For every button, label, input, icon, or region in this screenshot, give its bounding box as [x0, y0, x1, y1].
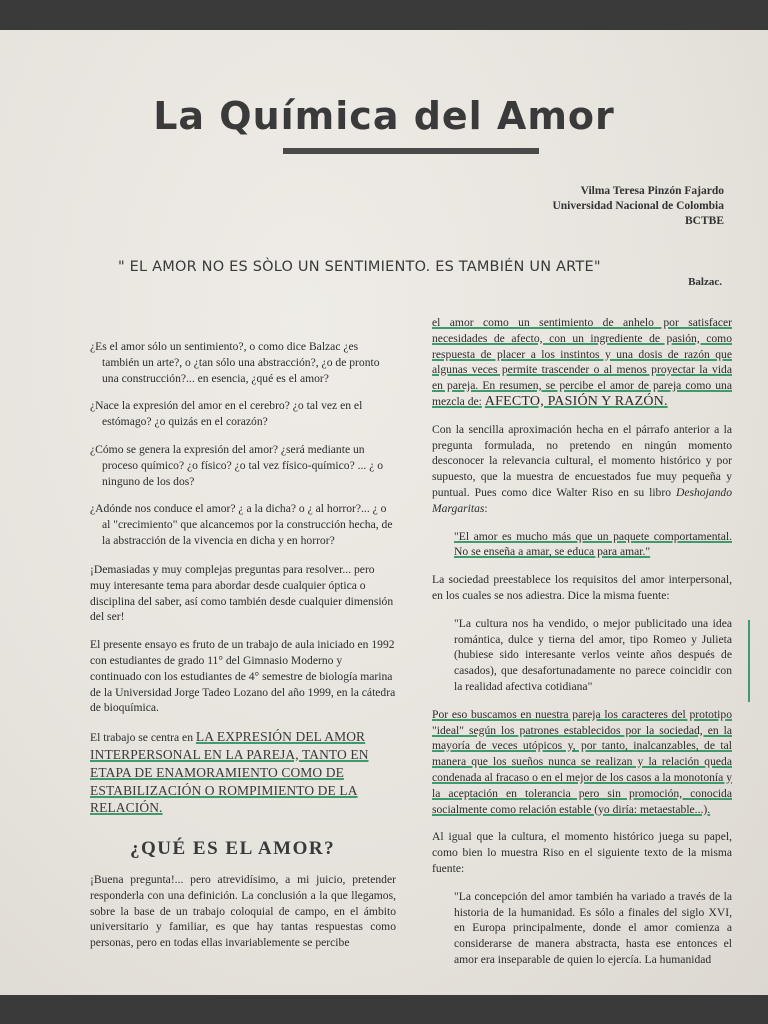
quote-riso-2: "La cultura nos ha vendido, o mejor publicitado una idea romántica, dulce y tierna del amor, tipo Romeo y Julieta (hubiese sido interesante verlos veinte años después de casados), que desafortunadamente no parece coincidir con la realidad afectiva cotidiana": [454, 616, 732, 693]
page-title: La Química del Amor: [153, 94, 615, 138]
paragraph-society: La sociedad preestablece los requisitos del amor interpersonal, en los cuales se nos adiestra. Dice la misma fuente:: [432, 573, 732, 602]
perception-text: el amor como un sentimiento de anhelo por satisfacer necesidades de afecto, con un ingrediente de pasión, como respuesta de placer a los instintos y una dosis de razón que algunas veces permite trascender o al menos proyectar la vida en pareja. En resumen, se percibe el amor de pareja como una mezcla de:: [432, 316, 732, 408]
author-institution: Universidad Nacional de Colombia: [552, 200, 724, 212]
title-underline: [283, 148, 539, 154]
book-title: Deshojando Margaritas: [432, 485, 732, 515]
author-block: [552, 184, 724, 229]
left-column-section: [90, 872, 396, 963]
document-page: [0, 30, 768, 995]
question-2: ¿Nace la expresión del amor en el cerebro? ¿o tal vez en el estómago? ¿o quizás en el corazón?: [90, 399, 363, 429]
question-3: ¿Cómo se genera la expresión del amor? ¿será mediante un proceso químico? ¿o físico? ¿o tal vez físico-químico? ... ¿ o ninguno de los dos?: [90, 442, 384, 488]
section-heading: ¿QUÉ ES EL AMOR?: [130, 838, 336, 859]
author-name: Vilma Teresa Pinzón Fajardo: [580, 185, 724, 197]
paragraph-focus-prefix: El trabajo se centra en: [90, 731, 194, 745]
approach-text: Con la sencilla aproximación hecha en el párrafo anterior a la pregunta formulada, no pretendo en ningún momento desconocer la relevancia cultural, el momento histórico y por supuesto, que la muestra de encuestados fue muy pequeña y puntual. Pues como dice Walter Riso en su libro: [432, 422, 732, 499]
approach-suffix: :: [484, 501, 488, 515]
paragraph-perception: [432, 315, 732, 410]
paragraph-intro: ¡Demasiadas y muy complejas preguntas para resolver... pero muy interesante tema para abordar desde cualquier óptica o disciplina del saber, así como también desde cualquier dimensión del ser!: [90, 563, 394, 624]
quote-riso-3: "La concepción del amor también ha variado a través de la historia de la humanidad. Es sólo a finales del siglo XVI, en Europa principalmente, donde el amor comienza a considerarse de manera abstracta, hasta ese entonces el amor era inseparable de quien lo ejercía. La humanidad: [454, 889, 732, 966]
focus-highlight: LA EXPRESIÓN DEL AMOR INTERPERSONAL EN LA PAREJA, TANTO EN ETAPA DE ENAMORAMIENTO COMO DE ESTABILIZACIÓN O ROMPIMIENTO DE LA RELACIÓN.: [90, 729, 369, 816]
paragraph-prototype: Por eso buscamos en nuestra pareja los caracteres del prototipo "ideal" según los patrones establecidos por la sociedad, en la mayoría de veces utópicos y, por tanto, inalcanzables, de tal manera que los sueños nunca se realizan y la relación queda condenada al fracaso o en el mejor de los casos a la monotonía y la aceptación en tolerancia pero sin promoción, conocida socialmente como relación estable (yo diría: metaestable...).: [432, 707, 732, 816]
paragraph-answer: ¡Buena pregunta!... pero atrevidísimo, a mi juicio, pretender responderla con una definición. La conclusión a la que llegamos, sobre la base de un trabajo coloquial de campo, en el ámbito universitario y familiar, es que hay tantas respuestas como personas, pero en todas ellas invariablemente se percibe: [90, 873, 396, 950]
paragraph-focus: [90, 728, 396, 817]
question-1: ¿Es el amor sólo un sentimiento?, o como dice Balzac ¿es también un arte?, o ¿tan sólo una abstracción?, ¿o de pronto una construcción?... en esencia, ¿qué es el amor?: [90, 340, 380, 385]
paragraph-history: Al igual que la cultura, el momento histórico juega su papel, como bien lo muestra Riso en el siguiente texto de la misma fuente:: [432, 830, 732, 875]
paragraph-origin: El presente ensayo es fruto de un trabajo de aula iniciado en 1992 con estudiantes de grado 11° del Gimnasio Moderno y continuado con los estudiantes de 4° semestre de biología marina de la Universidad Jorge Tadeo Lozano del año 1999, en la cátedra de bioquímica.: [90, 638, 396, 715]
epigraph-source: Balzac.: [688, 276, 722, 288]
paragraph-approach: [432, 422, 732, 517]
right-column: [432, 315, 732, 980]
question-4: ¿Adónde nos conduce el amor? ¿ a la dicha? o ¿ al horror?... ¿ o al "crecimiento" que alcancemos por la construcción hecha, de la abstracción de la vivencia en dicha y en horror?: [90, 502, 393, 547]
afecto-highlight: AFECTO, PASIÓN Y RAZÓN.: [484, 393, 668, 409]
epigraph: " EL AMOR NO ES SÒLO UN SENTIMIENTO. ES TAMBIÉN UN ARTE": [118, 259, 601, 275]
margin-bracket-mark: [748, 620, 750, 702]
left-column: [90, 339, 396, 561]
author-code: BCTBE: [685, 215, 724, 227]
quote-riso-1: "El amor es mucho más que un paquete comportamental. No se enseña a amar, se educa para amar.": [454, 529, 732, 559]
left-column-paragraphs: [90, 562, 396, 829]
